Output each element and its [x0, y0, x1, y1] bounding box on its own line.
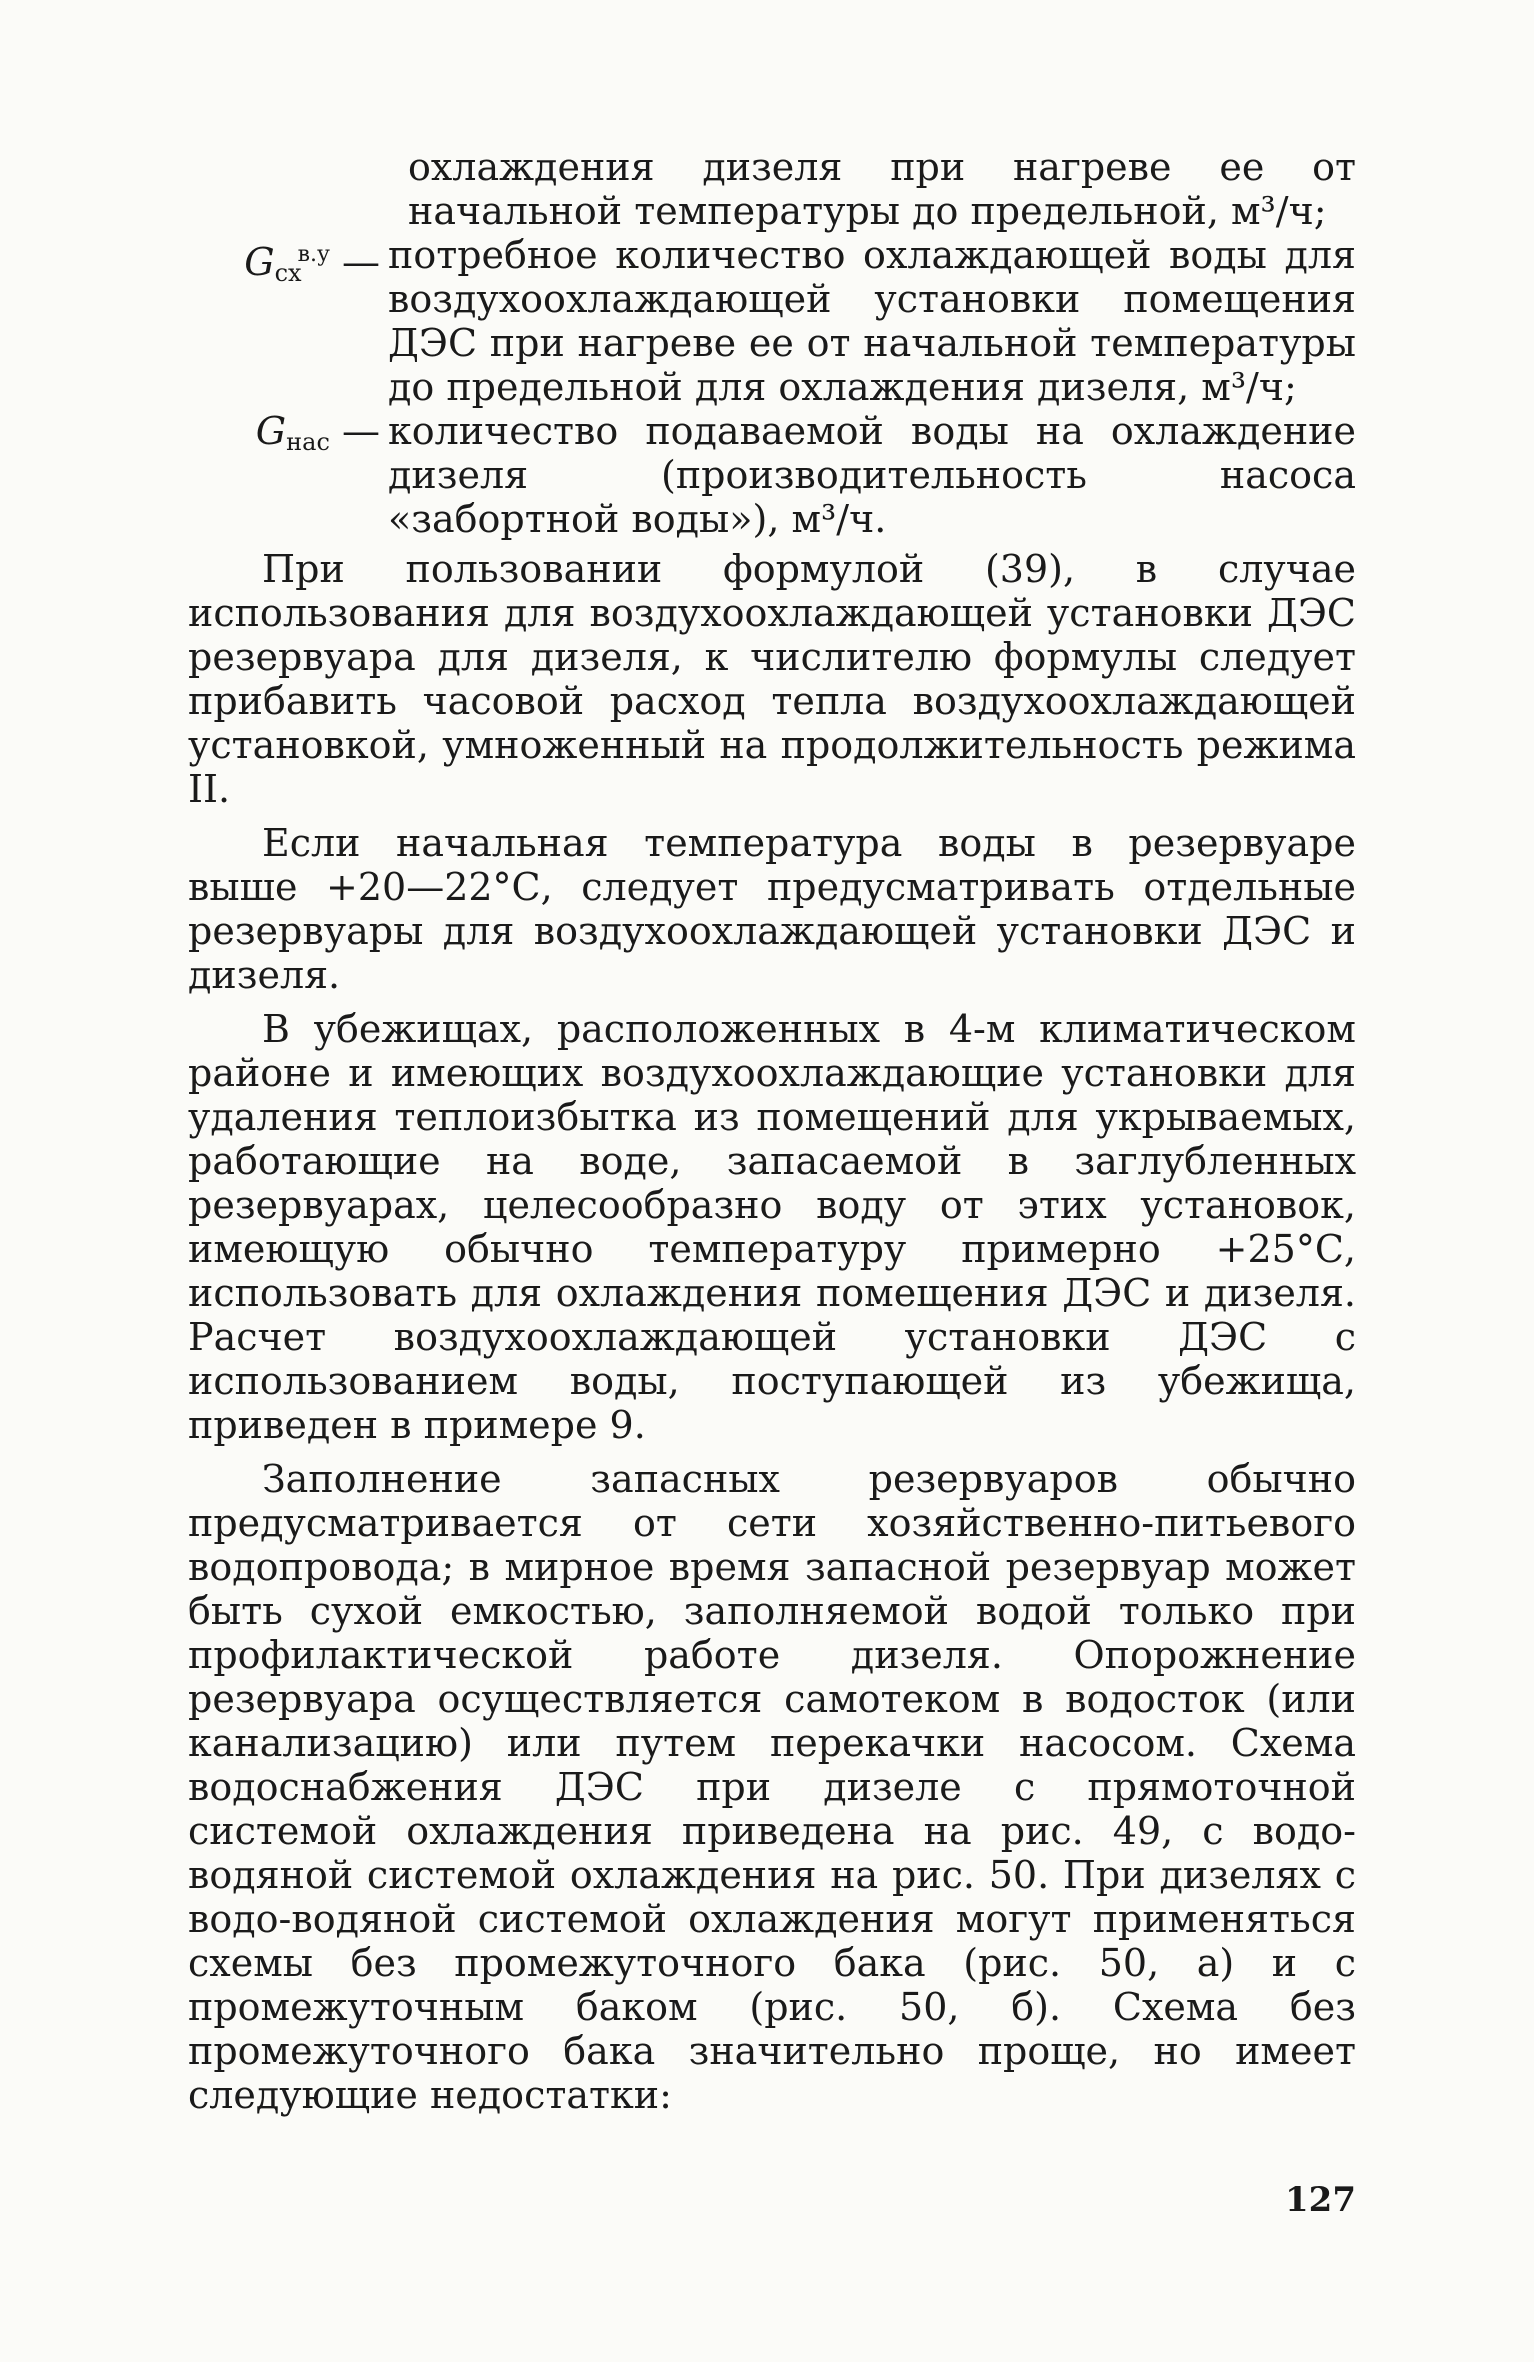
definition-text: потребное количество охлаждающей воды для воздухоохлаждающей установки помещения ДЭС при нагреве ее от начальной температуры до предельной для охлаждения дизеля, м³/ч; — [388, 233, 1356, 409]
paragraph: Если начальная температура воды в резервуаре выше +20—22°С, следует предусматривать отдельные резервуары для воздухоохлаждающей установки ДЭС и дизеля. — [188, 821, 1356, 997]
definition-text: количество подаваемой воды на охлаждение дизеля (производительность насоса «забортной воды»), м³/ч. — [388, 409, 1356, 541]
symbol-subscript: cx — [274, 259, 302, 287]
definition-dash: — — [329, 409, 380, 453]
paragraph: Заполнение запасных резервуаров обычно предусматривается от сети хозяйственно-питьевого водопровода; в мирное время запасной резервуар может быть сухой емкостью, заполняемой водой только при профилактической работе дизеля. Опорожнение резервуара осуществляется самотеком в водосток (или канализацию) или путем перекачки насосом. Схема водоснабжения ДЭС при дизеле с прямоточной системой охлаждения приведена на рис. 49, с водо-водяной системой охлаждения на рис. 50. При дизелях с водо-водяной системой охлаждения могут применяться схемы без промежуточного бака (рис. 50, а) и с промежуточным баком (рис. 50, б). Схема без промежуточного бака значительно проще, но имеет следующие недостатки: — [188, 1457, 1356, 2117]
paragraph: При пользовании формулой (39), в случае использования для воздухоохлаждающей установки ДЭС резервуара для дизеля, к числителю формулы следует прибавить часовой расход тепла воздухоохлаждающей установкой, умноженный на продолжительность режима II. — [188, 547, 1356, 811]
definition-item — [188, 409, 1356, 541]
page-number: 127 — [1285, 2180, 1356, 2220]
definition-list — [188, 145, 1356, 541]
symbol-letter: G — [244, 240, 275, 284]
definition-text: охлаждения дизеля при нагреве ее от начальной температуры до предельной, м³/ч; — [408, 145, 1356, 233]
definition-dash: — — [329, 240, 380, 284]
text-block — [188, 145, 1356, 2127]
symbol-subscript: нас — [286, 428, 330, 456]
definition-symbol — [188, 409, 388, 464]
definition-symbol — [188, 233, 388, 295]
paragraph: В убежищах, расположенных в 4-м климатическом районе и имеющих воздухоохлаждающие установки для удаления теплоизбытка из помещений для укрываемых, работающие на воде, запасаемой в заглубленных резервуарах, целесообразно воду от этих установок, имеющую обычно температуру примерно +25°С, использовать для охлаждения помещения ДЭС и дизеля. Расчет воздухоохлаждающей установки ДЭС с использованием воды, поступающей из убежища, приведен в примере 9. — [188, 1007, 1356, 1447]
symbol-superscript: в.у — [297, 242, 330, 267]
definition-continuation — [188, 145, 1356, 233]
symbol-letter: G — [255, 409, 287, 453]
definition-item — [188, 233, 1356, 409]
